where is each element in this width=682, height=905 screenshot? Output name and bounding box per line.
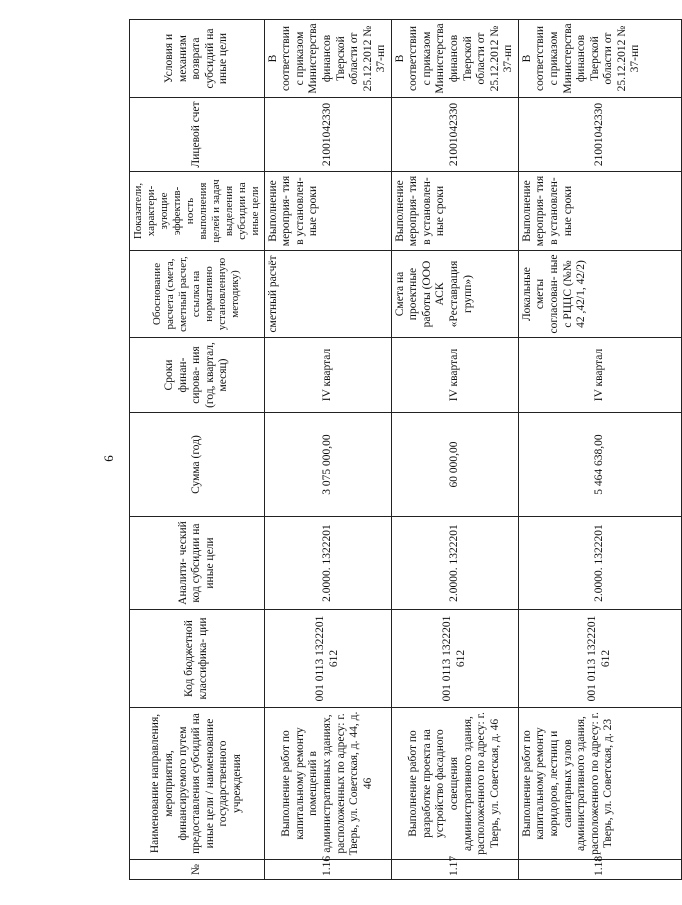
row-code: 2.0000. 1322201 — [518, 517, 681, 610]
row-indicator: Выполнение мероприя- тия в установлен- ные сроки — [391, 172, 518, 251]
row-num: 1.16 — [264, 860, 391, 880]
row-name: Выполнение работ по разработке проекта на устройство фасадного освещения административного здания, расположенного по адресу: г. Тверь, ул. Советская, д. 46 — [391, 708, 518, 860]
row-basis: Смета на проектные работы (ООО АСК «Реставрация групп») — [391, 251, 518, 338]
row-kbk: 001 0113 1322201 612 — [264, 610, 391, 708]
table-row — [264, 20, 391, 880]
row-indicator: Выполнение мероприя- тия в установлен- ные сроки — [518, 172, 681, 251]
header-conditions: Условия и механизм возврата субсидий на иные цели — [130, 20, 265, 98]
row-conditions: В соответствии с приказом Министерства финансов Тверской области от 25.12.2012 № 37-нп — [518, 20, 681, 98]
row-num: 1.17 — [391, 860, 518, 880]
row-name: Выполнение работ по капитальному ремонту коридоров, лестниц и санитарных узлов административного здания, расположенного по адресу: г. Тверь, ул. Советская, д. 23 — [518, 708, 681, 860]
row-conditions: В соответствии с приказом Министерства финансов Тверской области от 25.12.2012 № 37-нп — [264, 20, 391, 98]
row-kbk: 001 0113 1322201 612 — [518, 610, 681, 708]
header-sum: Сумма (год) — [130, 413, 265, 517]
row-account: 21001042330 — [518, 98, 681, 172]
table-row — [518, 20, 681, 880]
row-basis: сметный расчёт — [264, 251, 391, 338]
table-row — [391, 20, 518, 880]
header-indicator: Показатели, характери- зующие эффектив- ность выполнения целей и задач выделения субсидии на иные цели — [130, 172, 265, 251]
row-term: IV квартал — [391, 338, 518, 413]
row-conditions: В соответствии с приказом Министерства финансов Тверской области от 25.12.2012 № 37-нп — [391, 20, 518, 98]
page-number: 9 — [101, 455, 117, 462]
row-account: 21001042330 — [391, 98, 518, 172]
header-code: Аналити- ческий код субсидии на иные цели — [130, 517, 265, 610]
header-row — [130, 20, 265, 880]
header-kbk: Код бюджетной классифика- ции — [130, 610, 265, 708]
row-term: IV квартал — [264, 338, 391, 413]
row-kbk: 001 0113 1322201 612 — [391, 610, 518, 708]
row-term: IV квартал — [518, 338, 681, 413]
row-basis: Локальные сметы согласован- ные с РЦЦС (№№ 42 ,42/1, 42/2) — [518, 251, 681, 338]
rotated-table-container — [129, 20, 642, 880]
row-sum: 3 075 000,00 — [264, 413, 391, 517]
row-code: 2.0000. 1322201 — [264, 517, 391, 610]
header-num: № — [130, 860, 265, 880]
subsidies-table — [129, 19, 682, 880]
header-term: Сроки финан- сирова- ния (год, квартал, месяц) — [130, 338, 265, 413]
row-sum: 60 000,00 — [391, 413, 518, 517]
row-code: 2.0000. 1322201 — [391, 517, 518, 610]
row-indicator: Выполнение мероприя- тия в установлен- ные сроки — [264, 172, 391, 251]
row-account: 21001042330 — [264, 98, 391, 172]
header-basis: Обоснование расчета (смета, сметный расчет, ссылка на нормативно установленную методику) — [130, 251, 265, 338]
row-num: 1.18 — [518, 860, 681, 880]
row-sum: 5 464 638,00 — [518, 413, 681, 517]
header-account: Лицевой счет — [130, 98, 265, 172]
row-name: Выполнение работ по капитальному ремонту помещений в административных зданиях, расположенных по адресу: г. Тверь, ул. Советская, д. 44, д. 46 — [264, 708, 391, 860]
header-name: Наименование направления, мероприятия, финансируемого путем предоставления субсидий на иные цели / наименование государственного учреждения — [130, 708, 265, 860]
